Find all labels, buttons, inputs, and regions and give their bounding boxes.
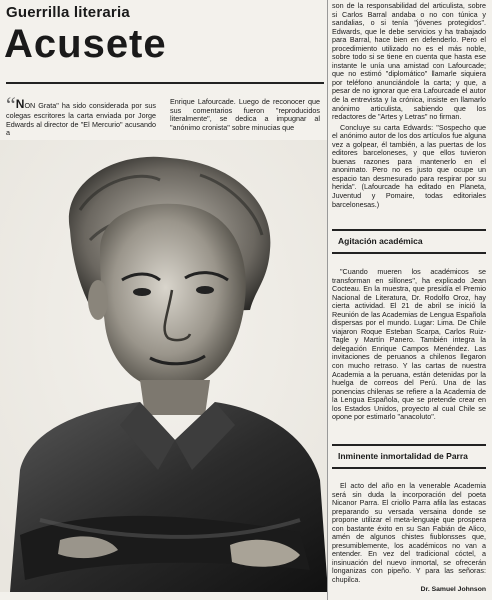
portrait-illustration xyxy=(0,140,328,592)
byline: Dr. Samuel Johnson xyxy=(420,586,486,593)
section-2-paragraph: El acto del año en la venerable Academia será sin duda la incorporación del poeta Nicanor Parra. El criollo Parra afila las estacas preparando su versada versaina donde se propone utilizar el meta-lenguaje que prospera con bastante éxito en su San Fabián de Alico, amén de algunos chistes fiublonsses que, presumiblemente, los académicos no van a entender. En vez del tradicional cóctel, a insinuación del nuevo inmortal, se ofrecerán longanizas con pipeño. Y para las señoras: chupilca. xyxy=(332,481,486,585)
portrait-photo xyxy=(0,140,328,592)
section-heading-2 xyxy=(332,451,486,461)
right-paragraph-2: Concluye su carta Edwards: "Sospecho que el anónimo autor de los dos artículos fue alguna vez a golpear, él también, a las puertas de los editores barceloneses, y que ellos tuvieron buenas razones para mantenerlo en el anonimato. Pero no es justo que ocupe un espacio tan desmesurado para respirar por su herida". (Lafourcade ha editado en Planeta, Juventud y Pomaire, todas editoriales barcelonesas.) xyxy=(332,122,486,209)
drop-cap: N xyxy=(15,97,25,111)
section-rule-1 xyxy=(332,229,486,231)
section-1-paragraph: "Cuando mueren los académicos se transforman en sillones", ha explicado Jean Cocteau. En la muestra, que presidía el Premio Nacional de Literatura, Dr. Rodolfo Oroz, hay cierta actividad. El 21 de abril se inició la Reunión de las Academias de Lengua Española dispersas por el mundo. Lugar: Lima. De Chile viajaron Roque Esteban Scarpa, Carlos Ruiz-Tagle y Martín Panero. También integra la delegación Enrique Campos Menéndez. Las invitaciones de peruanos a chilenos llegaron con mucho retraso. Y las cartas de nuestra Academia a la peruana, están detenidas por la huelga de correos del Perú. Una de las ponencias chilenas se refiere a la Academia de la Lengua Española, que se pretende crear en los Estados Unidos, proyecto al cual Chile se opone por estimarlo "anacoluto". xyxy=(332,267,486,422)
lead-column-1 xyxy=(6,92,156,138)
section-title-2: Inminente inmortalidad de Parra xyxy=(338,451,468,461)
section-2-body xyxy=(332,482,486,587)
quote-mark-icon: “ xyxy=(6,92,16,117)
headline: Acusete xyxy=(4,22,167,66)
section-rule-2b xyxy=(332,467,486,469)
column-divider xyxy=(327,0,328,600)
lead-text-1: ON Grata" ha sido considerada por sus colegas escritores la carta enviada por Jorge Edwards al director de "El Mercurio" acusando a xyxy=(6,101,156,138)
section-rule-1b xyxy=(332,252,486,254)
lead-column-2 xyxy=(170,98,320,132)
headline-rule xyxy=(6,82,324,84)
kicker: Guerrilla literaria xyxy=(6,4,130,21)
section-heading-1 xyxy=(332,236,486,246)
section-1-body xyxy=(332,268,486,424)
right-column-top xyxy=(332,2,486,211)
section-rule-2 xyxy=(332,444,486,446)
section-title-1: Agitación académica xyxy=(338,236,423,246)
right-paragraph-1: son de la responsabilidad del articulista, sobre si Carlos Barral andaba o no con túnica y sandalias, o si tenía "jóvenes protegidos". Edwards, que le debe servicios y ha trabajado para Barral, hace bien en defenderlo. Pero el procedimiento utilizado no es el más noble, sobre todo si se tiene en cuenta que hasta ese instante le unía una amistad con Lafourcade; que no estimó "diplomático" llamarle siquiera por teléfono anunciándole la carta; y que, a pesar de no ignorar que era Lafourcade el autor de la entrevista y la crónica, insiste en llamarlo anónimo articulista, sabiendo que los redactores de "Artes y Letras" no firman. xyxy=(332,1,486,122)
lead-text-2: Enrique Lafourcade. Luego de reconocer que sus comentarios fueron "reproducidos literalmente", se dedica a impugnar al "anónimo cronista" sobre minucias que xyxy=(170,97,320,132)
